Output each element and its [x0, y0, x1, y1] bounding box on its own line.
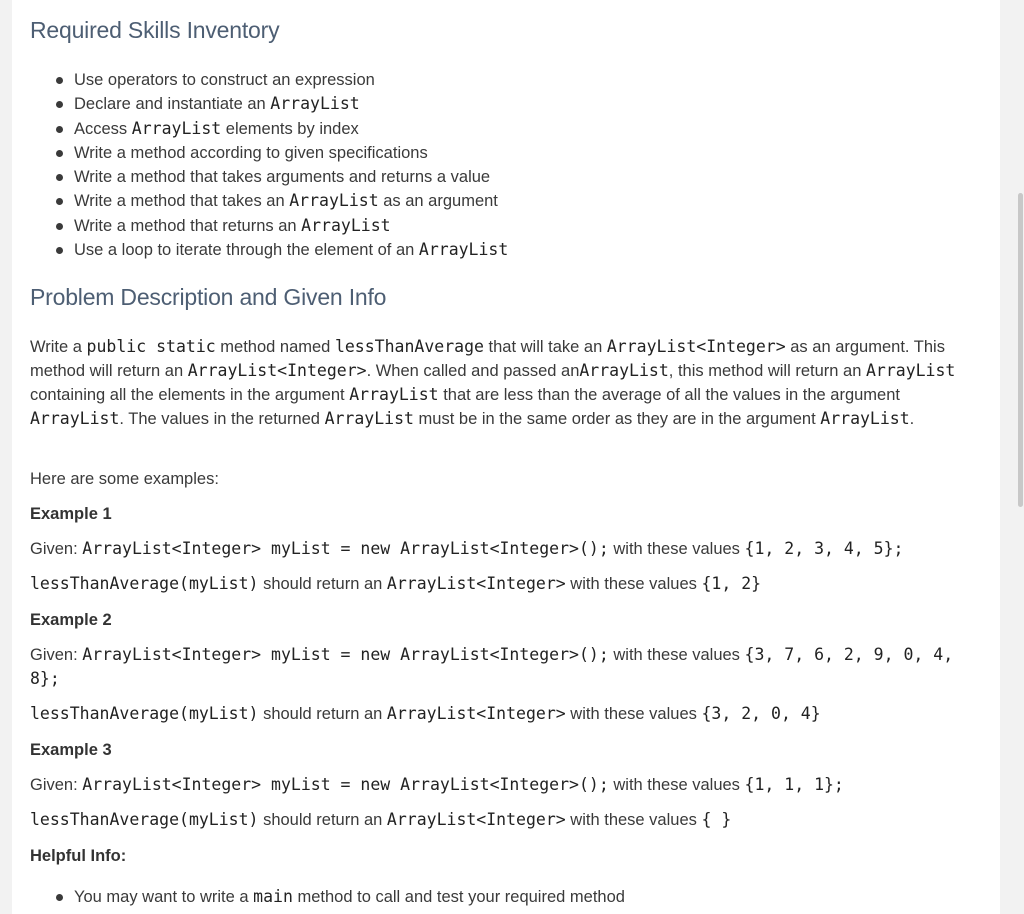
skills-heading: Required Skills Inventory: [30, 17, 280, 43]
example-3-given: Given: ArrayList<Integer> myList = new ArrayList<Integer>(); with these values {1, 1, 1};: [30, 775, 844, 794]
example-2-given: Given: ArrayList<Integer> myList = new ArrayList<Integer>(); with these values {3, 7, 6, 2, 9, 0, 4, 8};: [30, 645, 954, 688]
list-item: Access ArrayList elements by index: [30, 117, 508, 141]
scrollbar-thumb[interactable]: [1018, 193, 1023, 507]
list-item: Write a method that takes arguments and returns a value: [30, 165, 508, 189]
helpful-list: [30, 885, 625, 909]
examples-intro: Here are some examples:: [30, 470, 219, 488]
example-3-result: lessThanAverage(myList) should return an ArrayList<Integer> with these values { }: [30, 810, 732, 829]
scrollbar-track[interactable]: [1018, 0, 1024, 914]
list-item: Write a method that takes an ArrayList as an argument: [30, 189, 508, 213]
skills-list: [30, 68, 508, 262]
example-2-result: lessThanAverage(myList) should return an ArrayList<Integer> with these values {3, 2, 0, 4}: [30, 704, 821, 723]
list-item: Use operators to construct an expression: [30, 68, 508, 92]
list-item: Write a method according to given specifications: [30, 141, 508, 165]
problem-heading: Problem Description and Given Info: [30, 284, 387, 310]
example-3-title: Example 3: [30, 741, 112, 759]
list-item: You may want to write a main method to call and test your required method: [30, 885, 625, 909]
problem-intro: Write a public static method named lessThanAverage that will take an ArrayList<Integer> as an argument. This method will return an ArrayList<Integer>. When called and passed anArrayList, this method will return an ArrayList containing all the elements in the argument ArrayList that are less than the average of all the values in the argument ArrayList. The values in the returned ArrayList must be in the same order as they are in the argument ArrayList.: [30, 337, 956, 428]
example-2-title: Example 2: [30, 611, 112, 629]
example-1-result: lessThanAverage(myList) should return an ArrayList<Integer> with these values {1, 2}: [30, 574, 762, 593]
helpful-info-heading: Helpful Info:: [30, 847, 127, 865]
page: [12, 0, 1000, 914]
list-item: Declare and instantiate an ArrayList: [30, 92, 508, 116]
example-1-title: Example 1: [30, 505, 112, 523]
example-1-given: Given: ArrayList<Integer> myList = new ArrayList<Integer>(); with these values {1, 2, 3, 4, 5};: [30, 539, 904, 558]
list-item: Write a method that returns an ArrayList: [30, 214, 508, 238]
list-item: Use a loop to iterate through the element of an ArrayList: [30, 238, 508, 262]
